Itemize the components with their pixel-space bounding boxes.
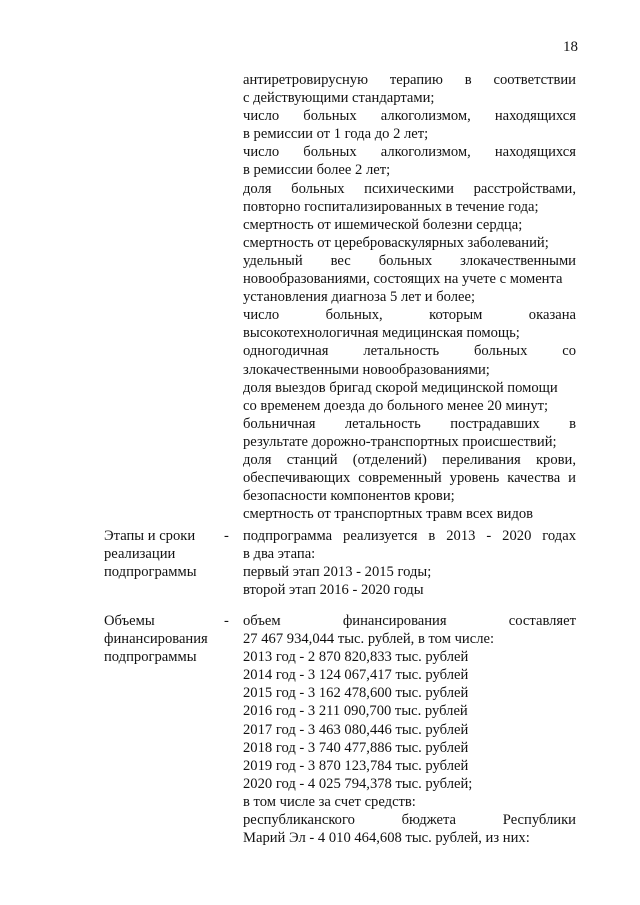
funding-label-line-2: финансирования: [104, 631, 208, 648]
funding-line: 2016 год - 3 211 090,700 тыс. рублей: [243, 703, 468, 720]
funding-line: 2014 год - 3 124 067,417 тыс. рублей: [243, 667, 469, 684]
indicator-line: доля станций (отделений) переливания крови,: [243, 451, 576, 468]
indicator-line: в ремиссии более 2 лет;: [243, 162, 391, 179]
funding-line: 2019 год - 3 870 123,784 тыс. рублей: [243, 757, 469, 774]
page-number: 18: [563, 39, 578, 55]
indicator-line: новообразованиями, состоящих на учете с момента: [243, 271, 563, 288]
indicator-line: доля выездов бригад скорой медицинской помощи: [243, 379, 558, 396]
funding-line: в том числе за счет средств:: [243, 793, 416, 810]
indicator-line: злокачественными новообразованиями;: [243, 361, 490, 378]
indicator-line: смертность от цереброваскулярных заболеваний;: [243, 234, 549, 251]
funding-line: 2020 год - 4 025 794,378 тыс. рублей;: [243, 775, 473, 792]
indicator-line: с действующими стандартами;: [243, 90, 435, 107]
stages-content: [243, 527, 576, 599]
stages-line: подпрограмма реализуется в 2013 - 2020 годах: [243, 528, 576, 544]
funding-line: 27 467 934,044 тыс. рублей, в том числе:: [243, 631, 495, 648]
funding-label-line-3: подпрограммы: [104, 649, 197, 666]
indicator-line: доля больных психическими расстройствами,: [243, 180, 576, 197]
indicator-line: высокотехнологичная медицинская помощь;: [243, 325, 520, 342]
funding-line: республиканского бюджета Республики: [243, 812, 576, 829]
stages-dash: -: [224, 528, 229, 544]
indicator-line: удельный вес больных злокачественными: [243, 252, 576, 269]
indicator-line: со временем доезда до больного менее 20 минут;: [243, 397, 549, 414]
stages-label-line-1: Этапы и сроки: [104, 528, 196, 544]
funding-line: Марий Эл - 4 010 464,608 тыс. рублей, из них:: [243, 830, 530, 847]
funding-line: объем финансирования составляет: [243, 613, 576, 629]
indicator-line: число больных, которым оказана: [243, 307, 576, 324]
indicator-line: больничная летальность пострадавших в: [243, 415, 576, 432]
indicator-line: безопасности компонентов крови;: [243, 488, 455, 505]
indicator-line: антиретровирусную терапию в соответствии: [243, 72, 576, 88]
indicator-line: одногодичная летальность больных со: [243, 343, 576, 360]
indicator-line: в ремиссии от 1 года до 2 лет;: [243, 126, 429, 143]
indicator-line: число больных алкоголизмом, находящихся: [243, 108, 576, 125]
indicator-line: повторно госпитализированных в течение года;: [243, 198, 539, 215]
stages-line: в два этапа:: [243, 546, 316, 563]
stages-line: второй этап 2016 - 2020 годы: [243, 582, 424, 599]
funding-line: 2013 год - 2 870 820,833 тыс. рублей: [243, 649, 469, 666]
indicator-line: обеспечивающих современный уровень качества и: [243, 470, 576, 487]
stages-label: [104, 527, 224, 581]
funding-content: [243, 612, 576, 847]
stages-label-line-2: реализации: [104, 546, 176, 563]
funding-label: [104, 612, 224, 666]
indicator-line: смертность от транспортных травм всех видов: [243, 506, 534, 523]
funding-line: 2018 год - 3 740 477,886 тыс. рублей: [243, 739, 469, 756]
stages-line: первый этап 2013 - 2015 годы;: [243, 564, 432, 581]
indicator-line: смертность от ишемической болезни сердца;: [243, 216, 523, 233]
indicator-line: установления диагноза 5 лет и более;: [243, 289, 476, 306]
indicators-list: [243, 71, 576, 523]
funding-line: 2015 год - 3 162 478,600 тыс. рублей: [243, 685, 469, 702]
indicator-line: результате дорожно-транспортных происшествий;: [243, 433, 557, 450]
stages-label-line-3: подпрограммы: [104, 564, 197, 581]
funding-dash: -: [224, 613, 229, 629]
indicator-line: число больных алкоголизмом, находящихся: [243, 144, 576, 161]
funding-label-line-1: Объемы: [104, 613, 155, 629]
funding-line: 2017 год - 3 463 080,446 тыс. рублей: [243, 721, 469, 738]
